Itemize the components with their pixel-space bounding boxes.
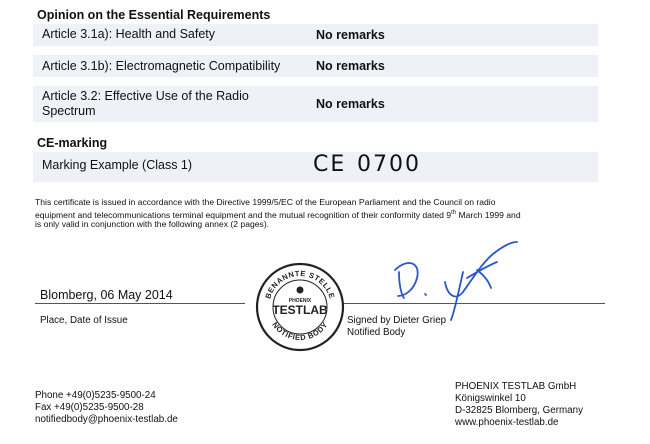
company-website: www.phoenix-testlab.de bbox=[455, 417, 559, 428]
stamp-brand: TESTLAB bbox=[272, 303, 328, 317]
company-name: PHOENIX TESTLAB GmbH bbox=[455, 381, 577, 392]
stamp-logo-icon bbox=[297, 287, 304, 294]
notified-body-text: Notified Body bbox=[347, 327, 406, 338]
contact-phone: Phone +49(0)5235-9500-24 bbox=[35, 390, 156, 401]
opinion-row-label: Article 3.1b): Electromagnetic Compatibility bbox=[42, 59, 281, 73]
ce-mark-icon: CE bbox=[313, 152, 347, 177]
company-street: Königswinkel 10 bbox=[455, 393, 526, 404]
ce-notified-body-number: 0700 bbox=[357, 152, 421, 177]
opinion-row-label: Article 3.2: Effective Use of the Radio bbox=[42, 89, 249, 103]
certificate-text-line: This certificate is issued in accordance with the Directive 1999/5/EC of the European Parliament and the Council on radio bbox=[35, 197, 496, 207]
contact-fax: Fax +49(0)5235-9500-28 bbox=[35, 402, 144, 413]
opinion-row-value: No remarks bbox=[316, 97, 385, 111]
opinion-row-value: No remarks bbox=[316, 28, 385, 42]
place-date-caption: Place, Date of Issue bbox=[40, 315, 128, 326]
stamp-brand-small: PHOENIX bbox=[288, 298, 312, 304]
ce-marking-heading: CE-marking bbox=[37, 136, 108, 150]
ce-marking-label: Marking Example (Class 1) bbox=[42, 158, 193, 172]
opinion-row-label-cont: Spectrum bbox=[42, 104, 96, 118]
opinion-row-value: No remarks bbox=[316, 59, 385, 73]
notified-body-stamp bbox=[255, 262, 345, 352]
opinion-heading: Opinion on the Essential Requirements bbox=[37, 8, 271, 22]
company-city: D-32825 Blomberg, Germany bbox=[455, 405, 583, 416]
signed-by-text: Signed by Dieter Griep bbox=[347, 315, 447, 326]
handwritten-signature-icon bbox=[385, 232, 535, 324]
certificate-text-line: equipment and telecommunications terminal equipment and the mutual recognition of their conformity dated 9th March 1999 and bbox=[35, 209, 521, 220]
stamp-bottom-text: NOTIFIED BODY bbox=[270, 320, 330, 343]
contact-email: notifiedbody@phoenix-testlab.de bbox=[35, 414, 178, 425]
place-date-value: Blomberg, 06 May 2014 bbox=[40, 288, 173, 302]
stamp-top-text: BENANNTE STELLE bbox=[263, 268, 337, 300]
place-date-line bbox=[35, 303, 245, 304]
opinion-row-label: Article 3.1a): Health and Safety bbox=[42, 27, 216, 41]
certificate-text-line: is only valid in conjunction with the following annex (2 pages). bbox=[35, 219, 270, 229]
